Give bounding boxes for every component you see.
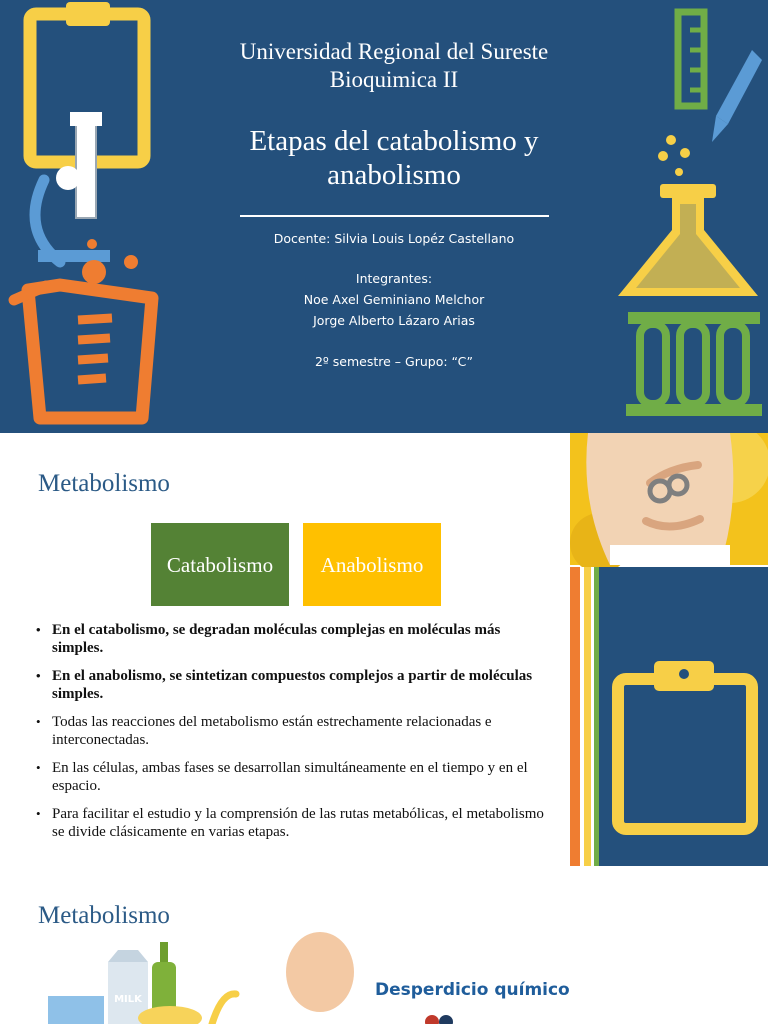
anabolism-label: Anabolismo [320,552,424,577]
catabolism-box [151,523,289,606]
members-label: Integrantes: [355,271,433,286]
egg-box-icon [48,996,104,1024]
chemical-waste-label: Desperdicio químico [375,980,570,1000]
title-line-2: anabolismo [327,159,461,191]
bullet-item: • En el anabolismo, se sintetizan compuestos complejos a partir de moléculas simples. [34,667,554,703]
cover-slide [0,0,768,433]
university-name: Universidad Regional del Sureste [239,39,549,64]
bullet-item: • En las células, ambas fases se desarrollan simultáneamente en el tiempo y en el espacio. [34,759,554,795]
catabolism-label: Catabolismo [166,552,274,577]
presentation-title [0,124,768,192]
molecule-icon [425,1015,453,1024]
digestion-photo [570,433,768,573]
metabolism-slide-2 [0,866,768,1024]
milk-label: MILK [114,994,142,1005]
course-name: Bioquimica II [329,67,459,92]
teacher-name: Docente: Silvia Louis Lopéz Castellano [273,231,515,246]
sidebar-decoration [570,433,768,866]
bullet-list [34,621,554,851]
banana-icon [212,994,236,1024]
metabolism-slide [0,433,768,866]
semester-group: 2º semestre – Grupo: “C” [314,354,474,369]
slide-heading: Metabolismo [38,902,170,929]
person-icon [286,932,354,1012]
title-line-1: Etapas del catabolismo y [249,125,539,157]
member-name: Jorge Alberto Lázaro Arias [313,313,475,328]
bullet-item: • En el catabolismo, se degradan moléculas complejas en moléculas más simples. [34,621,554,657]
title-divider [240,215,549,217]
bullet-item: • Todas las reacciones del metabolismo están estrechamente relacionadas e interconectadas. [34,713,554,749]
food-illustration [0,866,768,1024]
bullet-item: • Para facilitar el estudio y la comprensión de las rutas metabólicas, el metabolismo se divide clásicamente en varias etapas. [34,805,554,841]
anabolism-box [303,523,441,606]
slide-heading: Metabolismo [38,470,170,497]
member-name: Noe Axel Geminiano Melchor [303,292,485,307]
